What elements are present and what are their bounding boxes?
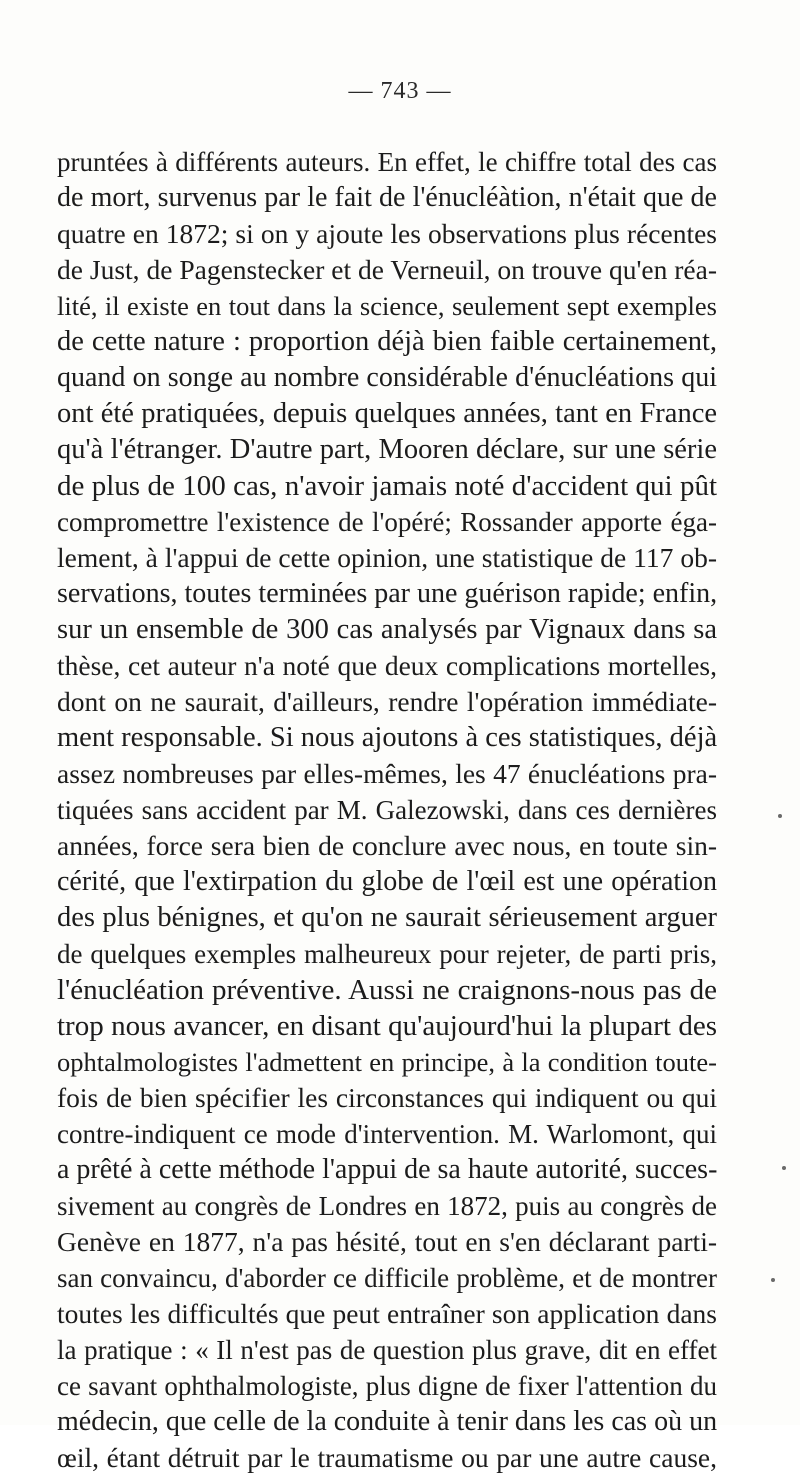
text-line: quand on songe au nombre considérable d'énucléations qui: [57, 362, 717, 393]
text-line: de plus de 100 cas, n'avoir jamais noté d'accident qui pût: [57, 470, 717, 502]
text-line: médecin, que celle de la conduite à tenir dans les cas où un: [57, 1406, 718, 1437]
print-speck: [782, 1166, 786, 1170]
text-line: de cette nature : proportion déjà bien faible certainement,: [57, 326, 717, 357]
text-line: des plus bénignes, et qu'on ne saurait sérieusement arguer: [57, 902, 717, 933]
text-line: années, force sera bien de conclure avec nous, en toute sin-: [57, 830, 717, 861]
page-number: — 743 —: [348, 78, 452, 104]
text-line: assez nombreuses par elles-mêmes, les 47 énucléations pra-: [57, 758, 717, 789]
text-line: cérité, que l'extirpation du globe de l'œil est une opération: [57, 866, 717, 897]
text-line: sivement au congrès de Londres en 1872, puis au congrès de: [57, 1191, 717, 1221]
text-line: qu'à l'étranger. D'autre part, Mooren déclare, sur une série: [57, 434, 717, 465]
text-line: ce savant ophthalmologiste, plus digne de fixer l'attention du: [57, 1371, 717, 1401]
text-line: de Just, de Pagenstecker et de Verneuil, on trouve qu'en réa-: [57, 254, 717, 285]
text-line: thèse, cet auteur n'a noté que deux complications mortelles,: [57, 650, 717, 681]
body-text: [57, 144, 717, 1476]
text-line: pruntées à différents auteurs. En effet, le chiffre total des cas: [57, 147, 717, 177]
print-speck: [778, 814, 782, 818]
text-line: quatre en 1872; si on y ajoute les observations plus récentes: [57, 218, 717, 249]
text-line: contre-indiquent ce mode d'intervention. M. Warlomont, qui: [57, 1119, 717, 1149]
text-line: ophtalmologistes l'admettent en principe, à la condition toute-: [57, 1047, 717, 1077]
print-speck: [771, 1278, 775, 1282]
text-line: san convaincu, d'aborder ce difficile problème, et de montrer: [57, 1263, 717, 1293]
text-line: tiquées sans accident par M. Galezowski, dans ces dernières: [57, 795, 717, 825]
text-line: œil, étant détruit par le traumatisme ou par une autre cause,: [57, 1442, 717, 1473]
text-line: Genève en 1877, n'a pas hésité, tout en s'en déclarant parti-: [57, 1226, 717, 1257]
text-line: de quelques exemples malheureux pour rejeter, de parti pris,: [57, 939, 717, 969]
text-line: de mort, survenus par le fait de l'énucléàtion, n'était que de: [57, 182, 717, 213]
text-line: dont on ne saurait, d'ailleurs, rendre l'opération immédiate-: [57, 686, 717, 717]
text-line: la pratique : « Il n'est pas de question plus grave, dit en effet: [57, 1335, 717, 1365]
text-line: compromettre l'existence de l'opéré; Rossander apporte éga-: [57, 507, 717, 537]
text-line: ont été pratiquées, depuis quelques années, tant en France: [57, 398, 717, 429]
text-line: toutes les difficultés que peut entraîner son application dans: [57, 1298, 717, 1329]
text-line: trop nous avancer, en disant qu'aujourd'hui la plupart des: [57, 1010, 717, 1042]
text-line: l'énucléation préventive. Aussi ne craignons-nous pas de: [57, 974, 717, 1006]
text-line: ment responsable. Si nous ajoutons à ces statistiques, déjà: [57, 722, 718, 753]
text-line: lité, il existe en tout dans la science, seulement sept exemples: [57, 291, 717, 321]
text-line: lement, à l'appui de cette opinion, une statistique de 117 ob-: [57, 542, 717, 573]
text-line: sur un ensemble de 300 cas analysés par Vignaux dans sa: [57, 614, 717, 645]
text-line: fois de bien spécifier les circonstances qui indiquent ou qui: [57, 1082, 717, 1113]
text-line: a prêté à cette méthode l'appui de sa haute autorité, succes-: [57, 1154, 718, 1185]
text-line: servations, toutes terminées par une guérison rapide; enfin,: [57, 578, 718, 609]
